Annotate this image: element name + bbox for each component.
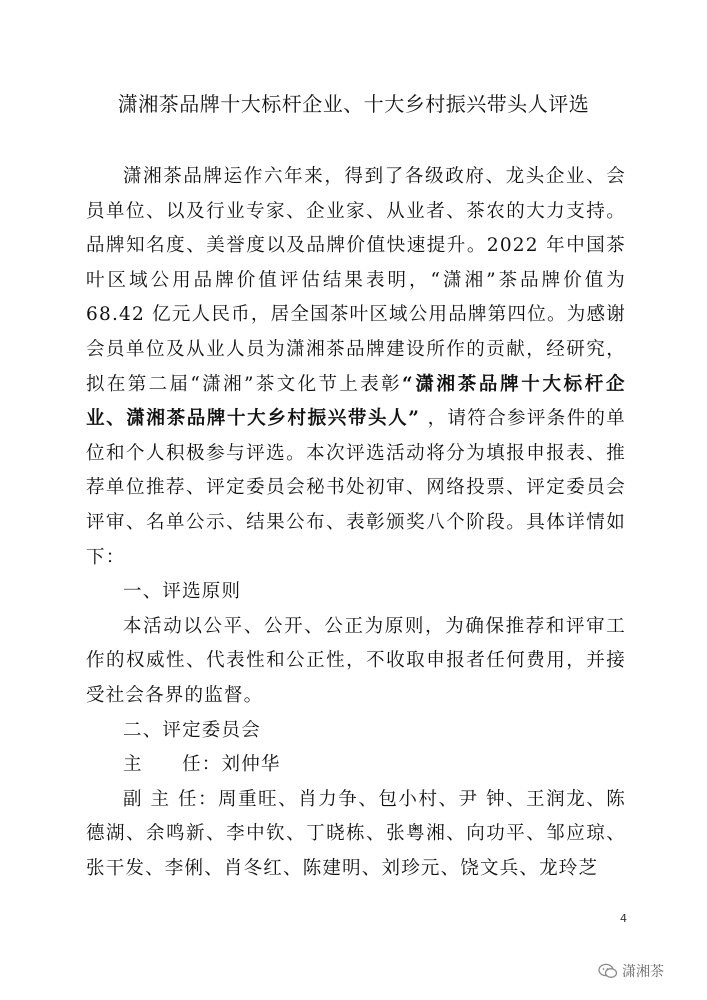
page-number: 4 <box>620 912 627 925</box>
intro-paragraph <box>86 160 626 575</box>
watermark-text: 潇湘茶 <box>622 964 664 980</box>
committee-director: 主 任：刘仲华 <box>123 754 281 776</box>
section2-heading: 二、评定委员会 <box>123 719 261 741</box>
intro-bold-title: “潇湘茶品牌十大标杆企业、潇湘茶品牌十大乡村振兴带头人” <box>86 373 626 430</box>
wechat-icon <box>598 963 618 979</box>
document-body <box>86 160 626 886</box>
intro-text-part1: 潇湘茶品牌运作六年来，得到了各级政府、龙头企业、会员单位、以及行业专家、企业家、从业者、茶农的大力支持。品牌知名度、美誉度以及品牌价值快速提升。2022 年中国茶叶区域公用品牌价值评估结果表明，“潇湘”茶品牌价值为 68.42 亿元人民币，居全国茶叶区域公用品牌第四位。为感谢会员单位及从业人员为潇湘茶品牌建设所作的贡献，经研究，拟在第二届“潇湘”茶文化节上表彰 <box>86 166 626 395</box>
wechat-watermark <box>598 960 664 982</box>
section1-heading: 一、评选原则 <box>123 581 242 603</box>
intro-text-part2: ，请符合参评条件的单位和个人积极参与评选。本次评选活动将分为填报申报表、推荐单位推荐、评定委员会秘书处初审、网络投票、评定委员会评审、名单公示、结果公布、表彰颁奖八个阶段。具体详情如下： <box>86 408 626 568</box>
committee-deputies: 副 主 任：周重旺、肖力争、包小村、尹 钟、王润龙、陈德湖、余鸣新、李中钦、丁晓栋、张粤湘、向功平、邹应琼、张干发、李俐、肖冬红、陈建明、刘珍元、饶文兵、龙玲芝 <box>86 788 626 879</box>
document-title: 潇湘茶品牌十大标杆企业、十大乡村振兴带头人评选 <box>117 92 590 116</box>
section1-text: 本活动以公平、公开、公正为原则，为确保推荐和评审工作的权威性、代表性和公正性，不收取申报者任何费用，并接受社会各界的监督。 <box>86 615 626 706</box>
